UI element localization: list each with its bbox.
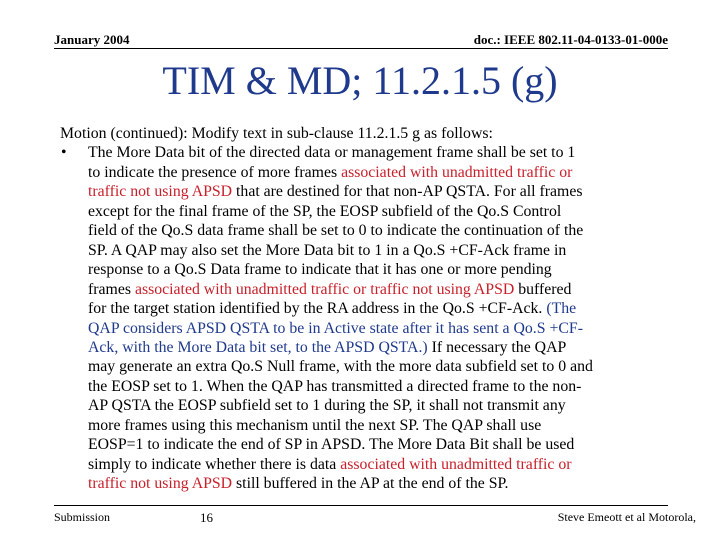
text-line (88, 260, 670, 279)
header-divider (54, 48, 668, 49)
text-segment: AP QSTA the EOSP subfield set to 1 during the SP, it shall not transmit any (88, 397, 566, 415)
text-segment: may generate an extra Qo.S Null frame, with the more data subfield set to 0 and (88, 358, 593, 376)
text-line (88, 396, 670, 415)
text-line (88, 163, 670, 182)
text-segment: except for the final frame of the SP, the EOSP subfield of the Qo.S Control (88, 202, 562, 220)
slide-body (60, 124, 670, 494)
header-date: January 2004 (54, 32, 130, 47)
bullet-text (88, 143, 670, 493)
text-line (88, 377, 670, 396)
footer-page-number: 16 (200, 510, 213, 525)
text-segment: buffered (514, 280, 572, 298)
text-line (88, 182, 670, 201)
text-line (88, 319, 670, 338)
text-segment: response to a Qo.S Data frame to indicate that it has one or more pending (88, 261, 552, 279)
bullet-item (60, 143, 670, 493)
highlighted-text-segment: QAP considers APSD QSTA to be in Active state after it has sent a Qo.S +CF- (88, 319, 583, 337)
text-line (88, 143, 670, 162)
text-line (88, 474, 670, 493)
text-segment: the EOSP set to 1. When the QAP has transmitted a directed frame to the non- (88, 377, 582, 395)
highlighted-text-segment: associated with unadmitted traffic or traffic not using APSD (134, 280, 515, 298)
highlighted-text-segment: associated with unadmitted traffic or (341, 163, 573, 181)
highlighted-text-segment: Ack, with the More Data bit set, to the APSD QSTA.) (88, 338, 428, 356)
bullet-marker: • (61, 144, 67, 162)
text-segment: frames (88, 280, 135, 298)
text-segment: to indicate the presence of more frames (88, 163, 342, 181)
text-line (88, 221, 670, 240)
text-segment: simply to indicate whether there is data (88, 455, 341, 473)
text-line (88, 241, 670, 260)
text-line (88, 416, 670, 435)
text-segment: still buffered in the AP at the end of the SP. (232, 475, 509, 493)
footer-divider (54, 505, 668, 506)
highlighted-text-segment: associated with unadmitted traffic or (340, 455, 572, 473)
text-line (88, 202, 670, 221)
slide-title: TIM & MD; 11.2.1.5 (g) (162, 58, 558, 103)
highlighted-text-segment: (The (546, 300, 577, 318)
footer-submission: Submission (54, 510, 111, 524)
text-line (88, 435, 670, 454)
text-segment: for the target station identified by the RA address in the Qo.S +CF-Ack. (88, 300, 547, 318)
text-segment: EOSP=1 to indicate the end of SP in APSD. The More Data Bit shall be used (88, 436, 575, 454)
text-segment: If necessary the QAP (427, 338, 567, 356)
highlighted-text-segment: traffic not using APSD (88, 475, 233, 493)
text-line (88, 299, 670, 318)
text-segment: field of the Qo.S data frame shall be set to 0 to indicate the continuation of the (88, 222, 584, 240)
header-doc-id: doc.: IEEE 802.11-04-0133-01-000e (473, 32, 668, 47)
text-segment: that are destined for that non-AP QSTA. For all frames (232, 183, 583, 201)
intro-text: Motion (continued): Modify text in sub-clause 11.2.1.5 g as follows: (60, 125, 493, 142)
highlighted-text-segment: traffic not using APSD (88, 183, 233, 201)
text-segment: SP. A QAP may also set the More Data bit to 1 in a Qo.S +CF-Ack frame in (88, 241, 567, 259)
text-line (88, 280, 670, 299)
footer-authors: Steve Emeott et al Motorola, (557, 510, 696, 524)
text-line (88, 357, 670, 376)
text-segment: more frames using this mechanism until the next SP. The QAP shall use (88, 416, 542, 434)
text-segment: The More Data bit of the directed data or management frame shall be set to 1 (88, 144, 576, 162)
text-line (88, 455, 670, 474)
text-line (88, 338, 670, 357)
